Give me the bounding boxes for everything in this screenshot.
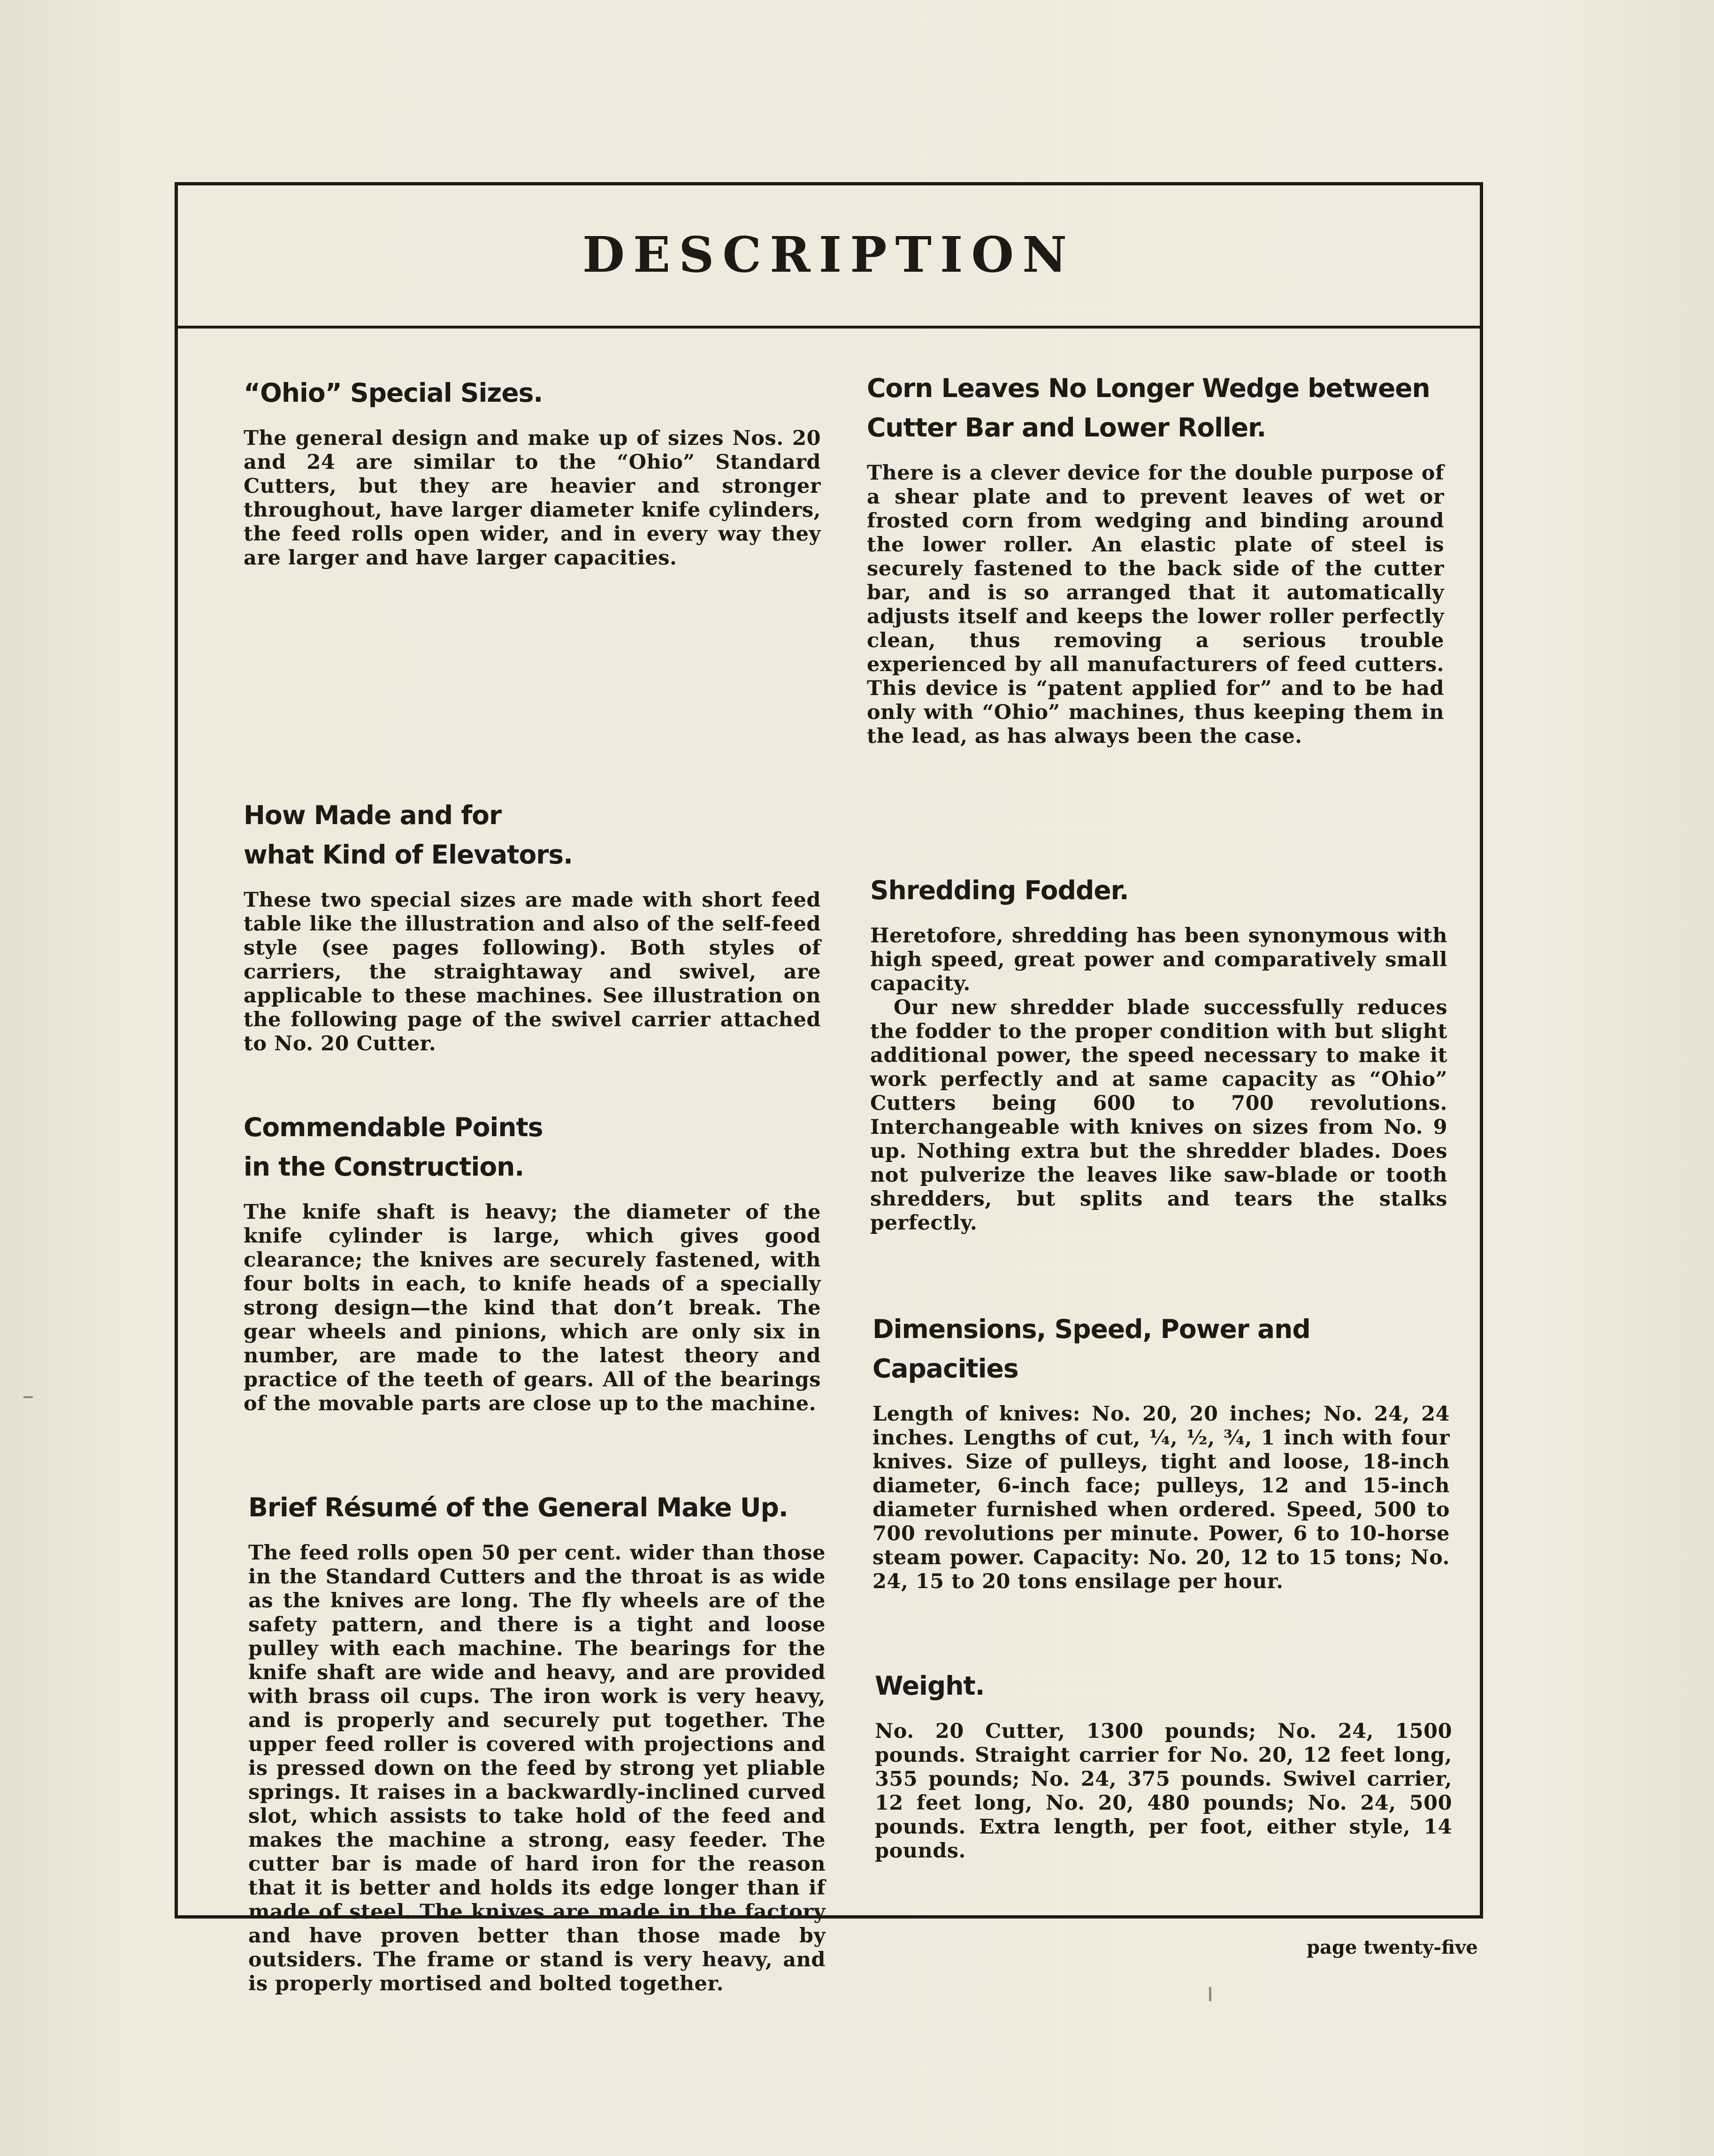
section-paragraph: Heretofore, shredding has been synonymous with high speed, great power and comparatively small capacity. [870, 924, 1447, 995]
section-commendable-points [244, 1108, 821, 1416]
section-weight [875, 1666, 1452, 1863]
section-how-made [244, 795, 821, 1056]
heading-line: what Kind of Elevators. [244, 840, 573, 870]
section-paragraph: There is a clever device for the double purpose of a shear plate and to prevent leaves of wet or frosted corn from wedging and binding around the lower roller. An elastic plate of steel is securely fastened to the back side of the cutter bar, and is so arranged that it automatically adjusts itself and keeps the lower roller perfectly clean, thus removing a serious trouble experienced by all manufacturers of feed cutters. This device is “patent applied for” and to be had only with “Ohio” machines, thus keeping them in the lead, as has always been the case. [867, 461, 1444, 748]
section-heading [248, 1488, 826, 1527]
section-paragraph: No. 20 Cutter, 1300 pounds; No. 24, 1500 pounds. Straight carrier for No. 20, 12 feet long, 355 pounds; No. 24, 375 pounds. Swivel carrier, 12 feet long, No. 20, 480 pounds; No. 24, 500 pounds. Extra length, per foot, either style, 14 pounds. [875, 1720, 1452, 1863]
section-paragraph: Our new shredder blade successfully reduces the fodder to the proper condition with but slight additional power, the speed necessary to make it work perfectly and at same capacity as “Ohio” Cutters being 600 to 700 revolutions. Interchangeable with knives on sizes from No. 9 up. Nothing extra but the shredder blades. Does not pulverize the leaves like saw-blade or tooth shredders, but splits and tears the stalks perfectly. [870, 996, 1447, 1235]
heading-line: Weight. [875, 1671, 985, 1701]
section-paragraph: The feed rolls open 50 per cent. wider than those in the Standard Cutters and the throat is as wide as the knives are long. The fly wheels are of the safety pattern, and there is a tight and loose pulley with each machine. The bearings for the knife shaft are wide and heavy, and are provided with brass oil cups. The iron work is very heavy, and is properly and securely put together. The upper feed roller is covered with projections and is pressed down on the feed by strong yet pliable springs. It raises in a backwardly-inclined curved slot, which assists to take hold of the feed and makes the machine a strong, easy feeder. The cutter bar is made of hard iron for the reason that it is better and holds its edge longer than if made of steel. The knives are made in the factory and have proven better than those made by outsiders. The frame or stand is very heavy, and is properly mortised and bolted together. [248, 1541, 826, 1995]
heading-line: How Made and for [244, 800, 502, 830]
section-heading [867, 368, 1444, 447]
section-dimensions [872, 1309, 1450, 1594]
section-paragraph: The general design and make up of sizes Nos. 20 and 24 are similar to the “Ohio” Standard Cutters, but they are heavier and stronger throughout, have larger diameter knife cylinders, the feed rolls open wider, and in every way they are larger and have larger capacities. [244, 427, 821, 570]
heading-line: Brief Résumé of the General Make Up. [248, 1492, 788, 1522]
section-paragraph: These two special sizes are made with short feed table like the illustration and also of the self-feed style (see pages following). Both styles of carriers, the straightaway and swivel, are applicable to these machines. See illustration on the following page of the swivel carrier attached to No. 20 Cutter. [244, 888, 821, 1055]
section-heading [244, 373, 821, 413]
heading-line: “Ohio” Special Sizes. [244, 378, 543, 408]
section-paragraph: The knife shaft is heavy; the diameter of the knife cylinder is large, which gives good clearance; the knives are securely fastened, with four bolts in each, to knife heads of a specially strong design—the kind that don’t break. The gear wheels and pinions, which are only six in number, are made to the latest theory and practice of the teeth of gears. All of the bearings of the movable parts are close up to the machine. [244, 1200, 821, 1415]
section-shredding-fodder [870, 871, 1447, 1235]
section-heading [244, 1108, 821, 1186]
section-brief-resume [248, 1488, 826, 1996]
heading-line: Shredding Fodder. [870, 875, 1129, 905]
section-paragraph: Length of knives: No. 20, 20 inches; No. 24, 24 inches. Lengths of cut, ¼, ½, ¾, 1 inch with four knives. Size of pulleys, tight and loose, 18-inch diameter, 6-inch face; pulleys, 12 and 15-inch diameter furnished when ordered. Speed, 500 to 700 revolutions per minute. Power, 6 to 10-horse steam power. Capacity: No. 20, 12 to 15 tons; No. 24, 15 to 20 tons ensilage per hour. [872, 1402, 1450, 1593]
section-heading [870, 871, 1447, 910]
section-heading [872, 1309, 1450, 1388]
section-heading [244, 795, 821, 874]
section-heading [875, 1666, 1452, 1705]
page-number: page twenty-five [1307, 1936, 1478, 1958]
heading-line: Commendable Points [244, 1112, 543, 1142]
heading-line: Cutter Bar and Lower Roller. [867, 413, 1266, 443]
paper-speck [23, 1396, 33, 1398]
title-band [178, 185, 1480, 329]
section-corn-leaves [867, 368, 1444, 749]
heading-line: Dimensions, Speed, Power and Capacities [872, 1314, 1310, 1384]
paper-speck [1209, 1987, 1211, 2001]
heading-line: Corn Leaves No Longer Wedge between [867, 373, 1430, 403]
page-title: DESCRIPTION [582, 226, 1076, 283]
section-ohio-special-sizes [244, 373, 821, 570]
heading-line: in the Construction. [244, 1152, 524, 1182]
